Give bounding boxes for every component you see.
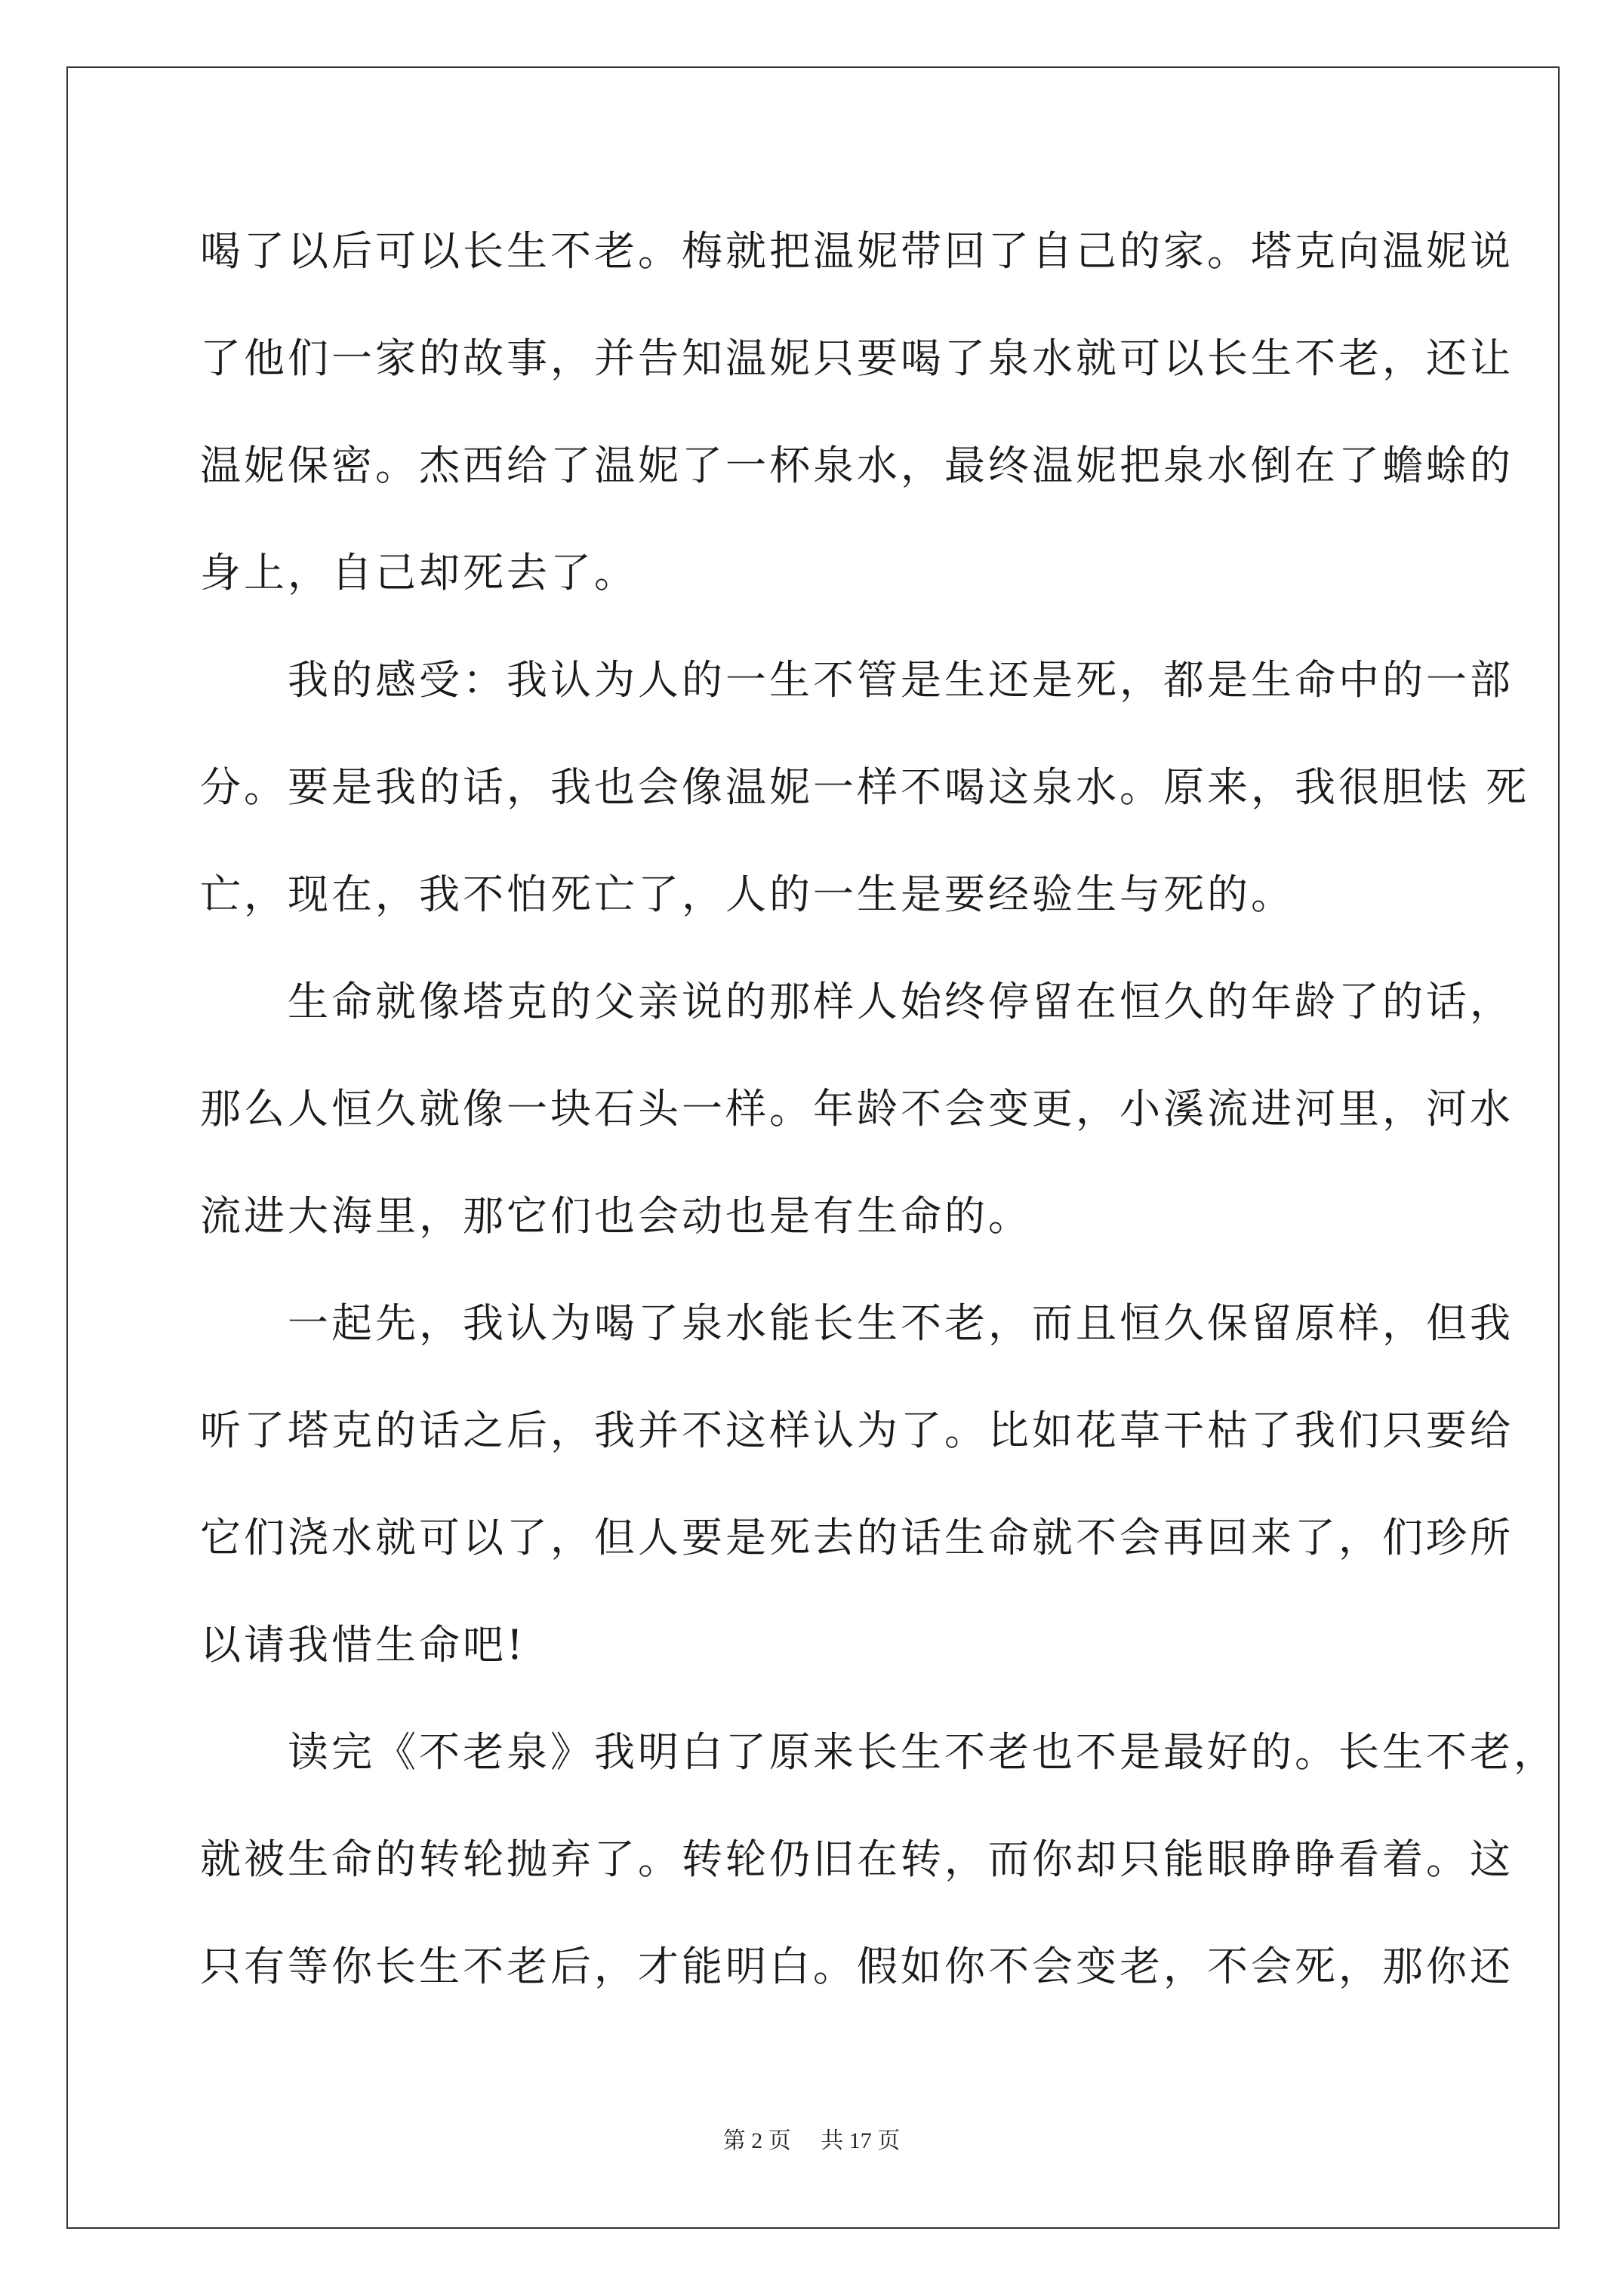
text-line: 身上，自己却死去了。 bbox=[200, 549, 638, 596]
text-line: 分。要是我的话，我也会像温妮一样不喝这泉水。原来，我很胆怯 死 bbox=[200, 763, 1530, 811]
text-line: 一起先，我认为喝了泉水能长生不老，而且恒久保留原样，但我 bbox=[200, 1299, 1514, 1347]
text-line: 我的感受：我认为人的一生不管是生还是死，都是生命中的一部 bbox=[200, 656, 1514, 704]
text-line: 只有等你长生不老后，才能明白。假如你不会变老，不会死，那你还 bbox=[200, 1943, 1514, 1990]
text-line: 它们浇水就可以了，但人要是死去的话生命就不会再回来了，们珍所 bbox=[200, 1514, 1514, 1561]
page-footer bbox=[0, 2126, 1623, 2156]
text-line: 温妮保密。杰西给了温妮了一杯泉水，最终温妮把泉水倒在了蟾蜍的 bbox=[200, 442, 1514, 489]
text-line: 亡，现在，我不怕死亡了，人的一生是要经验生与死的。 bbox=[200, 871, 1295, 918]
text-line: 读完《不老泉》我明白了原来长生不老也不是最好的。长生不老， bbox=[200, 1728, 1557, 1776]
text-line: 喝了以后可以长生不老。梅就把温妮带回了自己的家。塔克向温妮说 bbox=[200, 227, 1514, 275]
text-line: 生命就像塔克的父亲说的那样人始终停留在恒久的年龄了的话， bbox=[200, 978, 1514, 1025]
page-total: 共 17 页 bbox=[821, 2128, 901, 2153]
document-body bbox=[200, 220, 1557, 2043]
page-number: 第 2 页 bbox=[722, 2128, 791, 2153]
text-line: 流进大海里，那它们也会动也是有生命的。 bbox=[200, 1192, 1032, 1240]
text-line: 就被生命的转轮抛弃了。转轮仍旧在转，而你却只能眼睁睁看着。这 bbox=[200, 1835, 1514, 1883]
text-line: 了他们一家的故事，并告知温妮只要喝了泉水就可以长生不老，还让 bbox=[200, 334, 1514, 382]
text-line: 那么人恒久就像一块石头一样。年龄不会变更，小溪流进河里，河水 bbox=[200, 1085, 1514, 1133]
text-line: 听了塔克的话之后，我并不这样认为了。比如花草干枯了我们只要给 bbox=[200, 1407, 1514, 1454]
text-line: 以请我惜生命吧! bbox=[200, 1621, 526, 1669]
